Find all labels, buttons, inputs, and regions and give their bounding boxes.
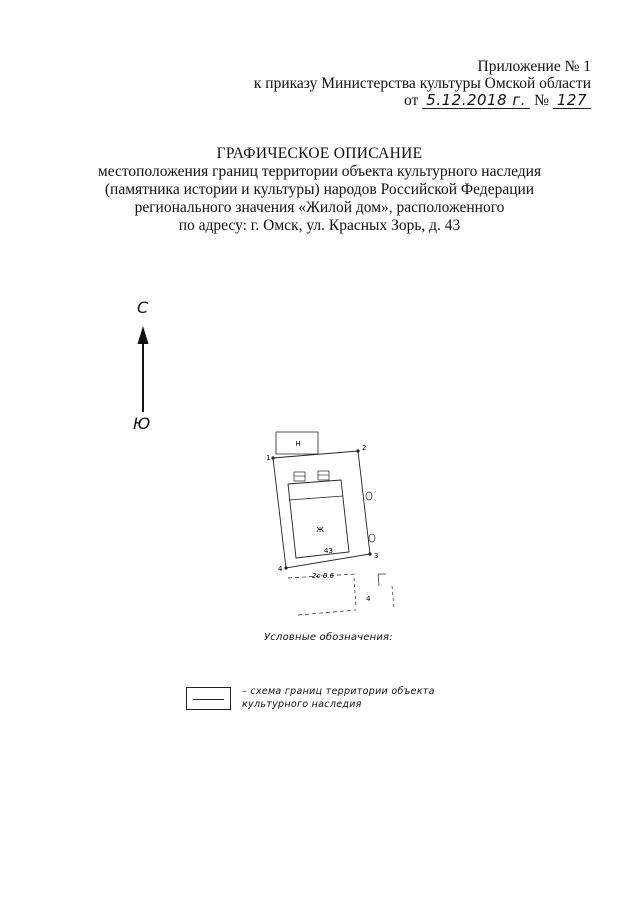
north-label: С — [137, 298, 149, 317]
corner-point-2 — [356, 449, 359, 452]
porch-left — [294, 472, 305, 481]
appendix-order-reference: к приказу Министерства культуры Омской области — [253, 75, 591, 92]
appendix-date-line — [404, 92, 591, 109]
legend-title: Условные обозначения: — [264, 632, 393, 643]
porch-right — [318, 471, 329, 480]
appendix-number: Приложение № 1 — [477, 58, 591, 75]
south-label: Ю — [133, 414, 151, 433]
tree-icon — [366, 492, 372, 500]
document-title: ГРАФИЧЕСКОЕ ОПИСАНИЕ — [216, 145, 423, 162]
corner-label-1: 1 — [266, 454, 271, 462]
house-label: Ж — [316, 526, 324, 534]
appendix-header — [254, 58, 591, 109]
legend-item-text — [242, 685, 435, 711]
order-date: 5.12.2018 г. — [422, 92, 530, 109]
house-number-label: 43 — [324, 547, 333, 555]
title-line-1: местоположения границ территории объекта культурного наследия — [97, 163, 542, 180]
north-arrow — [122, 298, 162, 438]
street-mark: 2с-0.6 — [312, 572, 334, 580]
outbuilding-label: Н — [295, 440, 301, 448]
tree-icon — [369, 534, 375, 542]
number-prefix: № — [534, 92, 549, 109]
corner-label-3: 3 — [374, 552, 379, 560]
territory-boundary — [273, 451, 370, 568]
side-mark: 4 — [366, 595, 371, 603]
corner-label-4: 4 — [278, 565, 283, 573]
legend-item-line-1: – схема границ территории объекта — [242, 686, 435, 697]
legend-boundary-symbol — [186, 687, 231, 710]
corner-point-1 — [271, 456, 274, 459]
title-line-3: регионального значения «Жилой дом», расположенного — [134, 199, 505, 216]
site-plan — [258, 428, 408, 623]
order-number: 127 — [553, 92, 591, 109]
house-outline — [288, 480, 349, 558]
corner-point-4 — [284, 566, 287, 569]
corner-label-2: 2 — [362, 444, 367, 452]
legend-boundary-line — [193, 699, 224, 700]
title-line-4: по адресу: г. Омск, ул. Красных Зорь, д. 43 — [178, 217, 461, 234]
corner-point-3 — [368, 552, 371, 555]
legend-item-line-2: культурного наследия — [242, 699, 362, 710]
date-prefix: от — [403, 92, 419, 109]
document-title-block — [0, 145, 639, 235]
title-line-2: (памятника истории и культуры) народов Российской Федерации — [104, 181, 535, 198]
